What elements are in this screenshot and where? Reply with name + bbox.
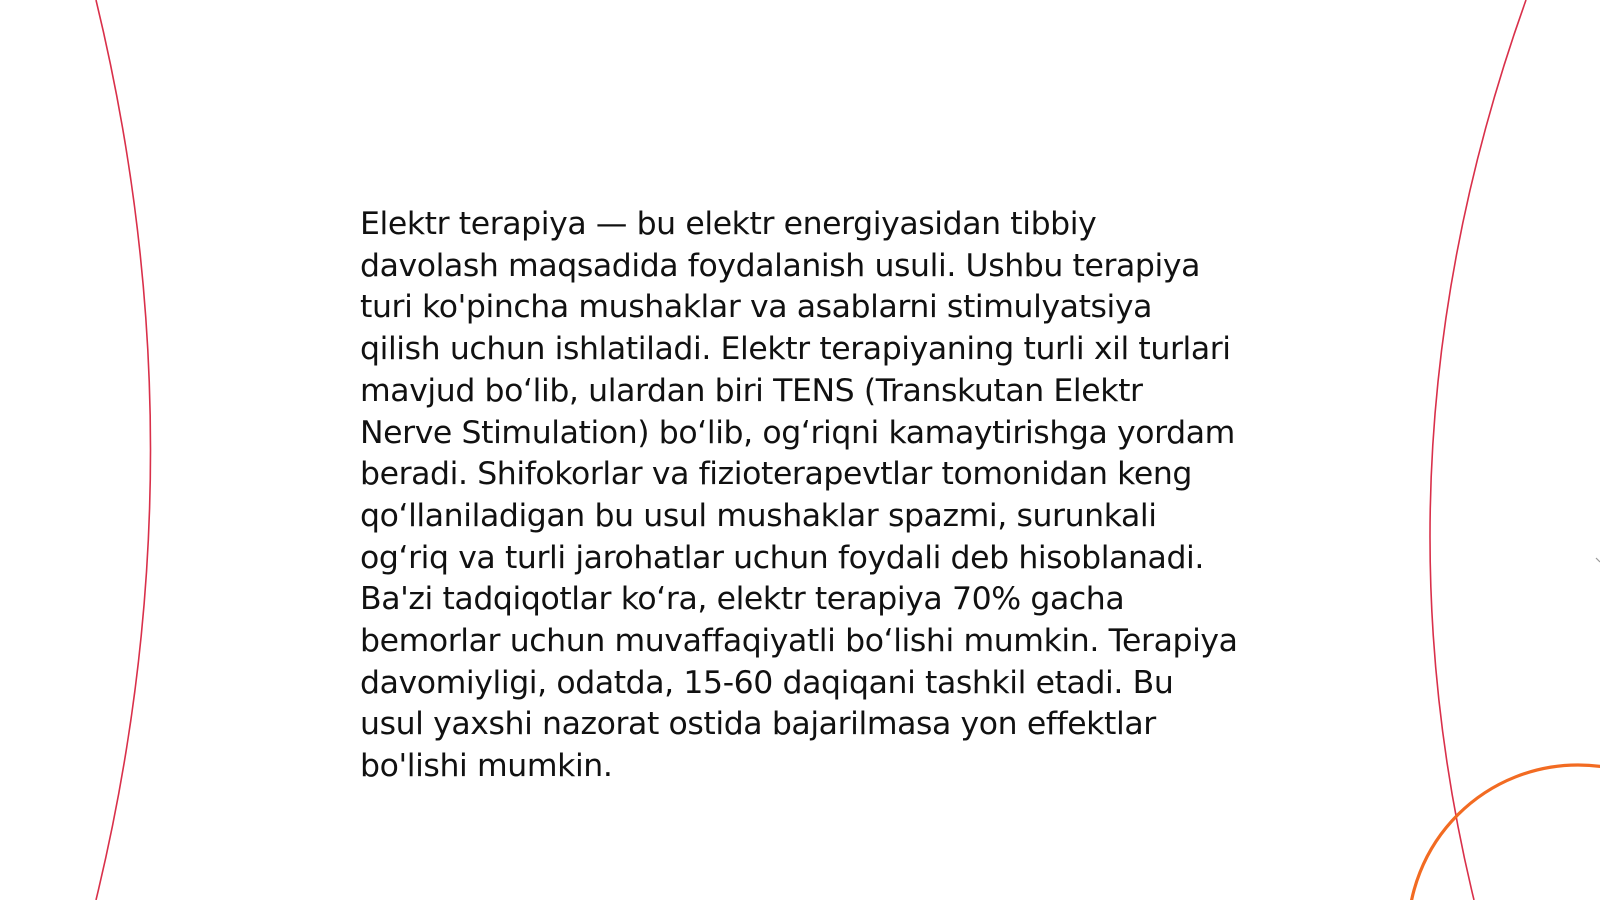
body-paragraph: Elektr terapiya — bu elektr energiyasidan tibbiy davolash maqsadida foydalanish usuli. Ushbu terapiya turi ko'pincha mushaklar va asablarni stimulyatsiya qilish uchun ishlatiladi. Elektr terapiyaning turli xil turlari mavjud bo‘lib, ulardan biri TENS (Transkutan Elektr Nerve Stimulation) bo‘lib, og‘riqni kamaytirishga yordam beradi. Shifokorlar va fizioterapevtlar tomonidan keng qo‘llaniladigan bu usul mushaklar spazmi, surunkali og‘riq va turli jarohatlar uchun foydali deb hisoblanadi. Ba'zi tadqiqotlar ko‘ra, elektr terapiya 70% gacha bemorlar uchun muvaffaqiyatli bo‘lishi mumkin. Terapiya davomiyligi, odatda, 15-60 daqiqani tashkil etadi. Bu usul yaxshi nazorat ostida bajarilmasa yon effektlar bo'lishi mumkin. — [360, 206, 1238, 785]
orange-decorative-arc — [1408, 765, 1600, 900]
small-edge-mark — [1596, 558, 1600, 562]
right-decorative-curve — [1430, 0, 1526, 900]
left-decorative-curve — [96, 0, 151, 900]
